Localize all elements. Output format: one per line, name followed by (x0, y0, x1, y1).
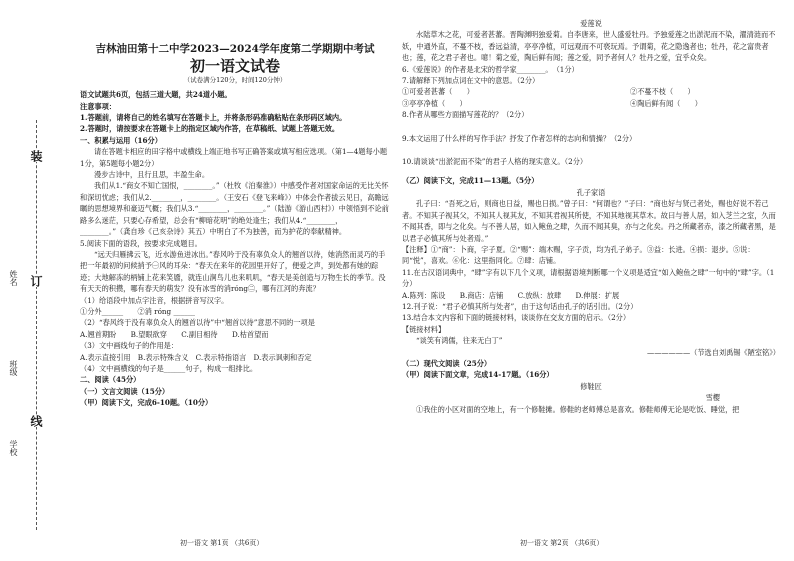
q6: 6.《爱莲说》的作者是北宋的哲学家________。 （1分） (402, 64, 579, 74)
exam-info: （试卷满分120分，时间120分钟） (183, 75, 287, 84)
q7-options-row-1 (402, 86, 780, 97)
page-1 (80, 18, 390, 409)
q5-heading: 5.阅读下面的语段，按要求完成题目。 (80, 238, 202, 248)
info-line: 语文试题共6页，包括三道大题，共24道小题。 (80, 90, 232, 100)
link-source: ——————（节选自刘禹锡《陋室铭》） (647, 347, 780, 357)
poem-title: 爱莲说 (580, 19, 602, 28)
q10: 10.请谈谈“出淤泥而不染”的君子人格的现实意义。（2分） (402, 157, 588, 167)
page-2 (402, 18, 780, 415)
q13: 13.结合本文内容和下面的链接材料，谈谈你在交友方面的启示。（2分） (402, 313, 631, 323)
class-label: 班级 (9, 360, 18, 376)
q7-options-row-2 (402, 98, 780, 109)
school-label: 学校 (9, 440, 18, 456)
q5-item-7: （4）文中画横线的句子是______句子，构成一组排比。 (80, 363, 258, 373)
yi-heading: （乙）阅读下文，完成11—13题。（5分） (402, 176, 539, 186)
exam-subtitle: 初一语文试卷 (189, 57, 280, 76)
page-2-footer: 初一语文 第2页 （共6页） (520, 539, 604, 547)
link-heading: 【链接材料】 (402, 324, 446, 334)
section-1-sub: 漫步古诗中，且行且思，丰盈生命。 (94, 170, 210, 180)
section-1-intro: 请在答题卡相应的田字格中或横线上端正地书写正确答案或填写相应选项。（第1—4题每小题1分，第5题每小题2分） (80, 147, 388, 168)
note-1: 1.答题前，请将自己的姓名填写在答题卡上，并将条形码准确粘贴在条形码区域内。 (80, 113, 347, 123)
section-1-text: 我们从1.“商女不知亡国恨，________。”（杜牧《泊秦淮》）中感受作者对国家命运的无比关怀和深切忧虑；我们从2.________，________。（王安石《登飞来峰》）中体会作者拔云见日，高瞻远瞩的思想境界和豪迈气概；我们从3.“________，________。”（陆游《游山西村》）中领悟到不论前路多么迷茫，只要心存希望，总会有“柳暗花明”的绝处逢生；我们从4.“________，________。”（龚自珍《己亥杂诗》其五）中明白了不为独善，而为护花的奉献精神。 (80, 181, 389, 237)
article-start: ①我住的小区对面的空地上，有一个修鞋摊。修鞋的老师傅总是喜欢。修鞋师傅无论是吃饭、睡觉，把 (416, 404, 740, 414)
name-label: 姓名 (9, 270, 18, 286)
q11: 11.在古汉语词典中，“肆”字有以下几个义项，请根据语境判断哪一个义项是适宜“如入鲍鱼之肆”一句中的“肆”字。（1分） (402, 267, 775, 289)
q7-option-4: ④陶后鲜有闻（ ） (630, 98, 702, 108)
q8: 8.作者从哪些方面描写莲花的？（2分） (402, 110, 529, 120)
yi-title: 孔子家语 (576, 187, 606, 197)
q5-item-4: A.翘首期盼 B.望眼欲穿 C.副目相待 D.枯首望而 (80, 329, 269, 339)
q9: 9.本文运用了什么样的写作手法？抒发了作者怎样的志向和情操？（2分） (402, 133, 637, 143)
section-2-heading: 二、阅读（45分） (80, 375, 141, 385)
q7-option-1: ①可爱者甚蕃（ ） (402, 87, 474, 97)
note-2: 2.答题时，请按要求在答题卡上的指定区域内作答，在草稿纸、试题上答题无效。 (80, 124, 340, 134)
yi-text: 孔子曰：“吾死之后，则商也日益，赐也日损。”曾子曰：“何谓也？”子曰：“商也好与贤己者处，赐也好说不若己者。不知其子视其父，不知其人视其友，不知其君视其所使，不知其地视其草木。故曰与善人居，如入芝兰之室，久而不闻其香，即与之化矣。与不善人居，如入鲍鱼之肆，久而不闻其臭，亦与之化矣。丹之所藏者赤，漆之所藏者黑，是以君子必慎其所与处者焉。” (402, 199, 776, 243)
binding-mark-ding: 订 (29, 275, 43, 287)
q11-options: A.陈列：陈设 B.商店：店铺 C.放纵：放肆 D.伸展：扩展 (402, 290, 620, 300)
link-text: “谈笑有鸿儒，往来无白丁” (416, 336, 503, 346)
subsection-1a: （甲）阅读下文，完成6-10题。（10分） (80, 398, 213, 408)
binding-line (36, 120, 37, 530)
binding-margin (0, 0, 70, 561)
q5-item-1: （1）给语段中加点字注音，根据拼音写汉字。 (80, 295, 229, 305)
jia-2-heading: （甲）阅读下面文章，完成14-17题。（16分） (402, 370, 554, 380)
exam-title: 吉林油田第十二中学2023—2024学年度第二学期期中考试 (95, 43, 375, 55)
q5-item-6: A.表示直接引用 B.表示特殊含义 C.表示特指语言 D.表示讽刺和否定 (80, 352, 312, 362)
binding-mark-xian: 线 (29, 415, 43, 427)
q5-item-2: ①分外______ ②消 róng ______ (80, 306, 196, 316)
q7-option-2: ②不蔓不枝（ ） (630, 87, 695, 97)
article-author: 雪樱 (705, 393, 720, 403)
article-title: 修鞋匠 (580, 381, 602, 391)
q12: 12.刊子说：“君子必慎其所与处者”，由于这句话由孔子的话引出。（2分） (402, 301, 638, 311)
q7-option-3: ③亭亭净植（ ） (402, 98, 467, 108)
binding-mark-zhuang: 装 (29, 150, 43, 162)
page-1-footer: 初一语文 第1页 （共6页） (180, 539, 264, 547)
q5-text: “远天归雁拂云飞，近水游鱼迸冰出。”春风吟于没有辜负众人的翘首以待，她消然而灵巧的手把一年最初的问候捎予㊀风的耳朵：“春天在来年的花园里开好了，便爱之声，到处都有她的踪迹；大地解冻的柄铺上花来笑靥，就连山涧鸟儿也来叽叽，“春天是美创造与万物生长的季节。没有天天的积攒，哪有春天的萌发？没有冰雪的消róng㊁，哪有江河的奔流？ (80, 249, 386, 294)
modern-section: （二）现代文阅读（25分） (402, 358, 492, 368)
section-1-heading: 一、积累与运用（16分） (80, 135, 162, 145)
subsection-1: （一）文言文阅读（15分） (80, 386, 170, 396)
notes-heading: 注意事项： (80, 101, 116, 111)
yi-note: 【注释】①“商”：卜商，字子夏。②“赐”：端木赐，字子贡，均为孔子弟子。③益：长进。④损：退步。⑤说：同“悦”，喜欢。⑥化：这里指同化。⑦肆：店铺。 (402, 244, 755, 266)
q7: 7.请解释下列加点词在文中的意思。（2分） (402, 76, 540, 86)
poem-text: 水陆草木之花，可爱者甚蕃。晋陶渊明独爱菊。自李唐来，世人盛爱牡丹。予独爱莲之出淤泥而不染，濯清涟而不妖，中通外直，不蔓不枝，香远益清，亭亭净植，可远观而不可亵玩焉。予谓菊，花之隐逸者也；牡丹，花之富贵者也；莲，花之君子者也。噫！菊之爱，陶后鲜有闻；莲之爱，同予者何人？牡丹之爱，宜乎众矣。 (402, 30, 776, 63)
q5-item-3: （2）“春风终于没有辜负众人的翘首以待”中“翘首以待”意思不同的一项是 (80, 318, 315, 328)
q5-item-5: （3）文中画线句子的作用是： (80, 341, 179, 351)
